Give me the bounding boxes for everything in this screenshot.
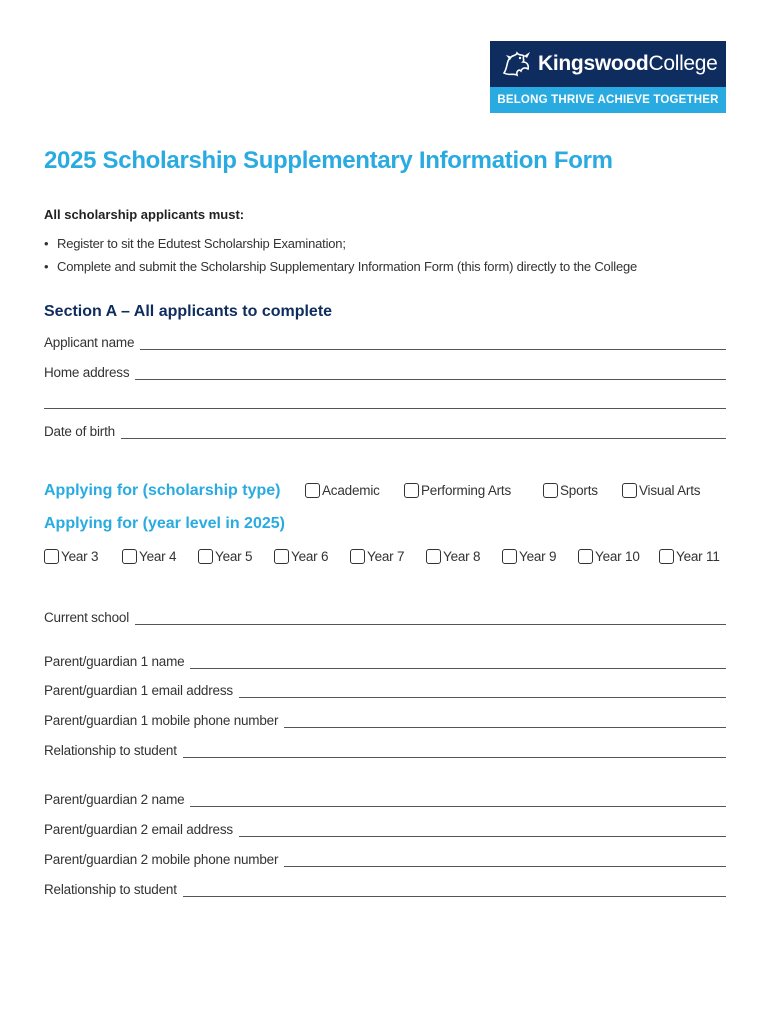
checkbox[interactable]	[622, 483, 637, 498]
requirements-list	[44, 235, 637, 281]
form-title: 2025 Scholarship Supplementary Information Form	[44, 147, 613, 174]
guardian1-email-label: Parent/guardian 1 email address	[44, 683, 233, 698]
scholarship-option-academic[interactable]: Academic	[305, 483, 380, 498]
checkbox[interactable]	[543, 483, 558, 498]
dragon-crest-icon	[500, 47, 534, 81]
scholarship-type-heading: Applying for (scholarship type)	[44, 482, 281, 499]
checkbox[interactable]	[122, 549, 137, 564]
year-option-9[interactable]: Year 9	[502, 549, 556, 564]
checkbox[interactable]	[44, 549, 59, 564]
guardian1-relationship-field[interactable]	[44, 740, 726, 760]
year-option-8[interactable]: Year 8	[426, 549, 480, 564]
guardian1-relationship-label: Relationship to student	[44, 743, 177, 758]
requirement-item: • Register to sit the Edutest Scholarship Examination;	[44, 235, 637, 258]
section-a-heading: Section A – All applicants to complete	[44, 303, 333, 320]
guardian1-email-field[interactable]	[44, 680, 726, 700]
scholarship-option-sports[interactable]: Sports	[543, 483, 598, 498]
checkbox[interactable]	[404, 483, 419, 498]
home-address-line-2[interactable]	[44, 408, 726, 409]
checkbox[interactable]	[426, 549, 441, 564]
applicant-name-label: Applicant name	[44, 335, 135, 350]
requirements-intro: All scholarship applicants must:	[44, 207, 245, 222]
guardian2-relationship-line[interactable]	[183, 896, 726, 897]
guardian1-phone-label: Parent/guardian 1 mobile phone number	[44, 713, 279, 728]
guardian2-email-label: Parent/guardian 2 email address	[44, 822, 233, 837]
date-of-birth-field[interactable]	[44, 421, 726, 441]
guardian2-relationship-label: Relationship to student	[44, 882, 177, 897]
year-level-heading: Applying for (year level in 2025)	[44, 515, 285, 532]
checkbox[interactable]	[502, 549, 517, 564]
guardian2-phone-line[interactable]	[284, 866, 726, 867]
year-option-6[interactable]: Year 6	[274, 549, 328, 564]
checkbox[interactable]	[305, 483, 320, 498]
college-logo	[490, 41, 726, 113]
home-address-line[interactable]	[135, 379, 726, 380]
guardian2-email-field[interactable]	[44, 819, 726, 839]
applicant-name-line[interactable]	[140, 349, 726, 350]
guardian1-name-label: Parent/guardian 1 name	[44, 654, 185, 669]
year-option-3[interactable]: Year 3	[44, 549, 98, 564]
guardian2-name-field[interactable]	[44, 789, 726, 809]
year-option-11[interactable]: Year 11	[659, 549, 720, 564]
checkbox[interactable]	[659, 549, 674, 564]
guardian1-name-field[interactable]	[44, 651, 726, 671]
guardian1-name-line[interactable]	[190, 668, 726, 669]
scholarship-option-visual-arts[interactable]: Visual Arts	[622, 483, 700, 498]
guardian2-email-line[interactable]	[239, 836, 726, 837]
current-school-line[interactable]	[135, 624, 726, 625]
checkbox[interactable]	[350, 549, 365, 564]
date-of-birth-line[interactable]	[121, 438, 726, 439]
logo-wordmark: KingswoodCollege	[538, 52, 718, 75]
year-option-10[interactable]: Year 10	[578, 549, 640, 564]
checkbox[interactable]	[578, 549, 593, 564]
guardian1-phone-field[interactable]	[44, 710, 726, 730]
guardian2-name-label: Parent/guardian 2 name	[44, 792, 185, 807]
home-address-field[interactable]	[44, 362, 726, 382]
year-option-4[interactable]: Year 4	[122, 549, 176, 564]
date-of-birth-label: Date of birth	[44, 424, 115, 439]
guardian1-phone-line[interactable]	[284, 727, 726, 728]
guardian2-phone-field[interactable]	[44, 849, 726, 869]
checkbox[interactable]	[198, 549, 213, 564]
year-option-5[interactable]: Year 5	[198, 549, 252, 564]
guardian2-relationship-field[interactable]	[44, 879, 726, 899]
scholarship-option-performing-arts[interactable]: Performing Arts	[404, 483, 511, 498]
applicant-name-field[interactable]	[44, 332, 726, 352]
guardian1-relationship-line[interactable]	[183, 757, 726, 758]
year-option-7[interactable]: Year 7	[350, 549, 404, 564]
home-address-label: Home address	[44, 365, 130, 380]
current-school-field[interactable]	[44, 607, 726, 627]
checkbox[interactable]	[274, 549, 289, 564]
logo-tagline: BELONG THRIVE ACHIEVE TOGETHER	[490, 87, 726, 113]
guardian2-phone-label: Parent/guardian 2 mobile phone number	[44, 852, 279, 867]
guardian2-name-line[interactable]	[190, 806, 726, 807]
current-school-label: Current school	[44, 610, 129, 625]
guardian1-email-line[interactable]	[239, 697, 726, 698]
requirement-item: • Complete and submit the Scholarship Supplementary Information Form (this form) directly to the College	[44, 258, 637, 281]
